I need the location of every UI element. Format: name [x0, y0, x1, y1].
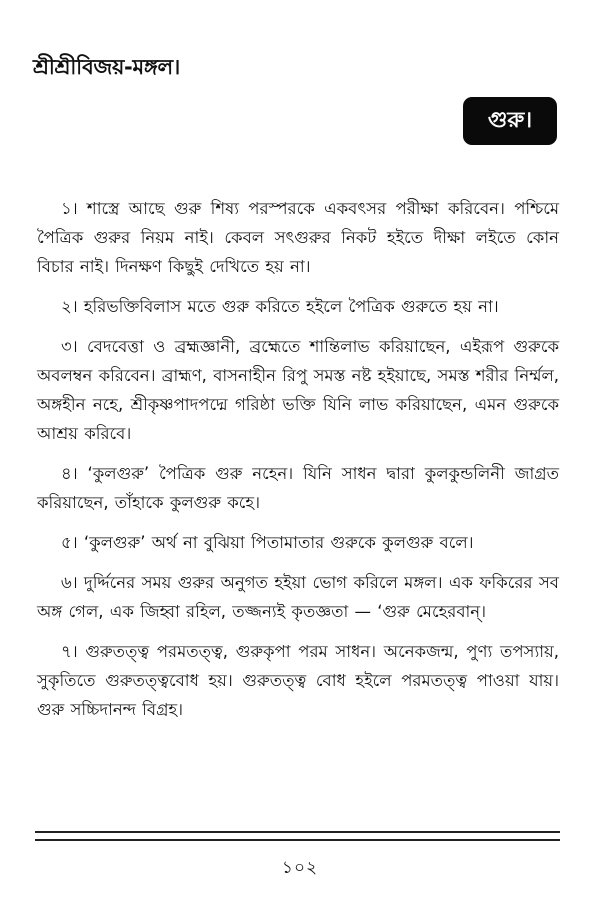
paragraph-5: ৫। ‘কুলগুরু’ অর্থ না বুঝিয়া পিতামাতার গুরুকে কুলগুরু বলে। — [61, 533, 474, 552]
body-text — [37, 194, 559, 735]
paragraph-2: ২। হরিভক্তিবিলাস মতে গুরু করিতে হইলে পৈত্রিক গুরুতে হয় না। — [61, 297, 499, 316]
running-head-title: শ্রীশ্রীবিজয়-মঙ্গল। — [33, 55, 181, 79]
paragraph-3: ৩। বেদবেত্তা ও ব্রহ্মজ্ঞানী, ব্রহ্মেতে শান্তিলাভ করিয়াছেন, এইরূপ গুরুকে অবলম্বন করিবেন। ব্রাহ্মণ, বাসনাহীন রিপু সমস্ত নষ্ট হইয়াছে, সমস্ত শরীর নির্ম্মল, অঙ্গহীন নহে, শ্রীকৃষ্ণপাদপদ্মে গরিষ্ঠা ভক্তি যিনি লাভ করিয়াছেন, এমন গুরুকে আশ্রয় করিবে। — [37, 337, 559, 443]
paragraph-6: ৬। দুর্দ্দিনের সময় গুরুর অনুগত হইয়া ভোগ করিলে মঙ্গল। এক ফকিরের সব অঙ্গ গেল, এক জিহ্বা রহিল, তজ্জন্যই কৃতজ্ঞতা — ‘গুরু মেহেরবান্। — [37, 573, 559, 621]
footer-rule-bottom — [35, 839, 560, 841]
paragraph-7: ৭। গুরুতত্ত্ব পরমতত্ত্ব, গুরুকৃপা পরম সাধন। অনেকজন্ম, পুণ্য তপস্যায়, সুকৃতিতে গুরুতত্ত্ববোধ হয়। গুরুতত্ত্ব বোধ হইলে পরমতত্ত্ব পাওয়া যায়। গুরু সচ্চিদানন্দ বিগ্রহ। — [37, 642, 559, 719]
paragraph-1: ১। শাস্ত্রে আছে গুরু শিষ্য পরস্পরকে একবৎসর পরীক্ষা করিবেন। পশ্চিমে পৈত্রিক গুরুর নিয়ম নাই। কেবল সৎগুরুর নিকট হইতে দীক্ষা লইতে কোন বিচার নাই। দিনক্ষণ কিছুই দেখিতে হয় না। — [37, 199, 559, 276]
page-number: ১০২ — [281, 858, 319, 878]
chapter-heading-box — [463, 97, 557, 145]
paragraph-4: ৪। ‘কুলগুরু’ পৈত্রিক গুরু নহেন। যিনি সাধন দ্বারা কুলকুন্ডলিনী জাগ্রত করিয়াছেন, তাঁহাকে কুলগুরু কহে। — [37, 464, 559, 512]
footer-rule-top — [35, 831, 560, 833]
chapter-title: গুরু। — [487, 107, 533, 133]
